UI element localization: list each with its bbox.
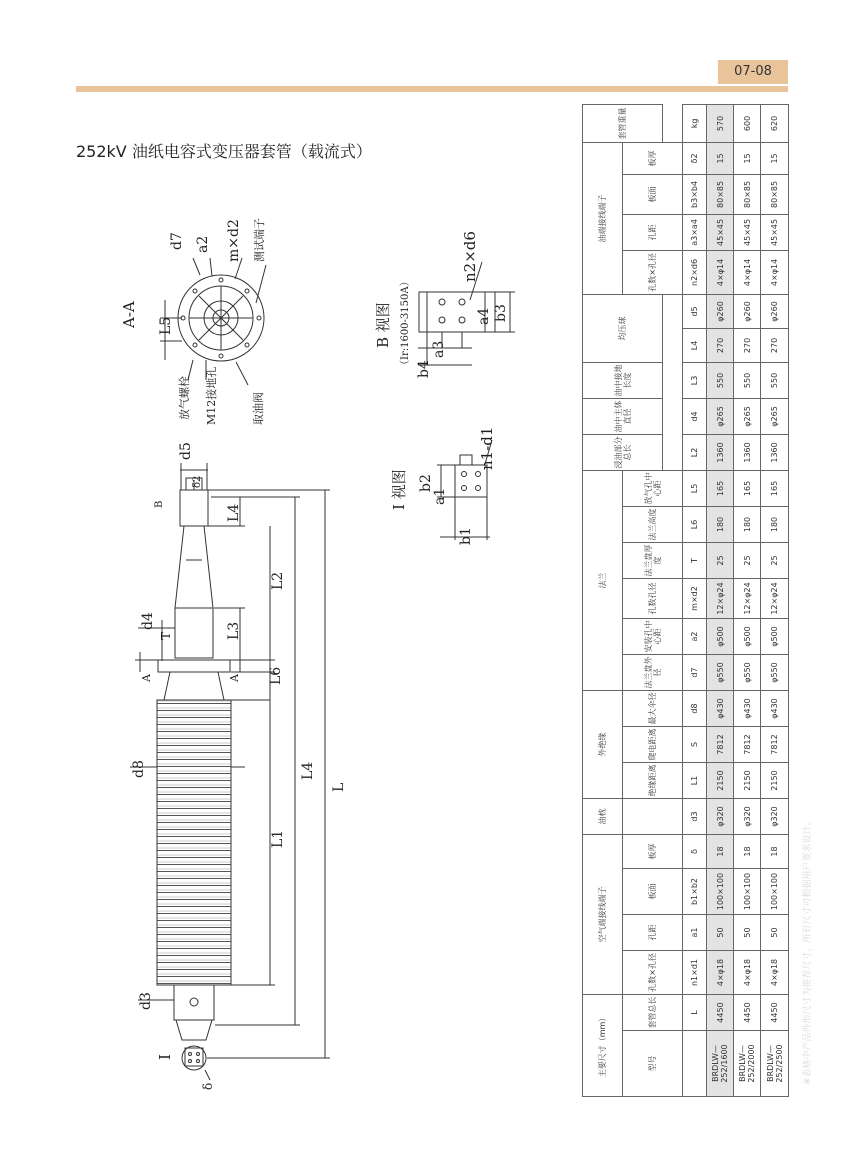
label-a-right: A <box>228 674 241 682</box>
table-cell: φ430 <box>707 691 734 727</box>
header-oil-ground-length: 油中接地长度 <box>583 362 663 398</box>
symbol-kg: kg <box>683 104 707 142</box>
table-cell: 25 <box>734 543 761 579</box>
table-cell: φ430 <box>761 691 789 727</box>
label-d3: d3 <box>138 992 154 1010</box>
label-a3: a3 <box>431 340 447 358</box>
table-cell: 4×φ18 <box>734 951 761 995</box>
symbol-l6: L6 <box>683 507 707 543</box>
table-row-model: BRDLW—252/2500 <box>761 1031 789 1097</box>
header-oil-immersed-length: 浸油部分总长 <box>583 434 663 470</box>
table-cell: 180 <box>761 507 789 543</box>
spec-table <box>582 104 789 1097</box>
table-cell: 4×φ18 <box>707 951 734 995</box>
table-cell: 4450 <box>734 995 761 1031</box>
table-cell: 4×φ14 <box>761 250 789 294</box>
label-d4: d4 <box>140 612 156 630</box>
header-plate-thickness: 板厚 <box>623 835 683 869</box>
table-cell: 1360 <box>707 434 734 470</box>
symbol-n2-d6: n2×d6 <box>683 250 707 294</box>
label-l5: L5 <box>158 316 174 335</box>
header-oil-hole-pitch: 孔距 <box>623 214 683 250</box>
symbol-n1-d1: n1×d1 <box>683 951 707 995</box>
table-cell: 15 <box>761 142 789 174</box>
table-cell: 45×45 <box>734 214 761 250</box>
label-l2: L2 <box>270 571 286 590</box>
label-b3: b3 <box>493 304 509 322</box>
table-cell: 15 <box>707 142 734 174</box>
label-d7: d7 <box>169 232 185 250</box>
table-cell: φ265 <box>734 398 761 434</box>
table-cell: 165 <box>707 470 734 506</box>
header-oil-plate-thickness: 板厚 <box>623 142 683 174</box>
label-oil-valve: 取油阀 <box>252 392 265 425</box>
table-cell: 25 <box>761 543 789 579</box>
table-cell: φ320 <box>734 799 761 835</box>
table-cell: 50 <box>761 915 789 951</box>
header-oil-pillow: 油枕 <box>583 799 623 835</box>
label-a1: a1 <box>432 487 448 505</box>
table-cell: 4450 <box>761 995 789 1031</box>
symbol-b3-b4: b3×b4 <box>683 174 707 214</box>
table-cell: 7812 <box>734 727 761 763</box>
footnote: ※表格中产品外形尺寸为推荐尺寸，所有尺寸可根据用户要求设计。 <box>803 816 813 1085</box>
label-test-terminal: 测试端子 <box>253 218 266 262</box>
header-max-shed-dia: 最大伞径 <box>623 691 683 727</box>
header-mounting-pcd: 安装孔中心距 <box>623 619 683 655</box>
header-flange-outer-dia: 法兰盘外径 <box>623 655 683 691</box>
table-cell: 12×φ24 <box>707 579 734 619</box>
header-flange: 法兰 <box>583 470 623 690</box>
symbol-d7: d7 <box>683 655 707 691</box>
symbol-s: S <box>683 727 707 763</box>
label-b4: b4 <box>416 360 432 378</box>
symbol-a3-a4: a3×a4 <box>683 214 707 250</box>
page-title: 252kV 油纸电容式变压器套管（载流式） <box>76 142 372 161</box>
table-cell: 18 <box>734 835 761 869</box>
header-hole-count-dia: 孔数×孔径 <box>623 951 683 995</box>
table-cell: 50 <box>707 915 734 951</box>
symbol-b1-b2: b1×b2 <box>683 869 707 915</box>
table-cell: 100×100 <box>761 869 789 915</box>
label-l3: L3 <box>226 621 242 640</box>
table-cell: 180 <box>734 507 761 543</box>
label-view-b-current: （Ir:1600-3150A） <box>400 276 411 370</box>
symbol-l5: L5 <box>683 470 707 506</box>
symbol-l: L <box>683 995 707 1031</box>
symbol-l4: L4 <box>683 328 707 362</box>
table-cell: 100×100 <box>707 869 734 915</box>
symbol-l1: L1 <box>683 763 707 799</box>
header-plate: 板面 <box>623 869 683 915</box>
label-n2-d6: n2×d6 <box>461 231 479 282</box>
table-cell: 550 <box>761 362 789 398</box>
table-cell: 25 <box>707 543 734 579</box>
table-cell: 4450 <box>707 995 734 1031</box>
header-flange-holes: 孔数孔径 <box>623 579 683 619</box>
table-cell: 50 <box>734 915 761 951</box>
label-l4-top: L4 <box>226 503 242 522</box>
label-m12-ground: M12接地孔 <box>205 366 218 425</box>
label-i: I <box>156 1054 174 1060</box>
table-row-model: BRDLW—252/1600 <box>707 1031 734 1097</box>
table-cell: φ320 <box>707 799 734 835</box>
header-oil-terminal: 油端接线端子 <box>583 142 623 294</box>
table-cell: φ550 <box>707 655 734 691</box>
label-vent-bolt: 放气螺栓 <box>178 376 191 420</box>
label-l1: L1 <box>270 829 286 848</box>
header-oil-main-dia: 油中主体直径 <box>583 398 663 434</box>
table-cell: 270 <box>761 328 789 362</box>
header-grading-ball: 均压球 <box>583 294 663 362</box>
table-cell: 1360 <box>761 434 789 470</box>
header-hole-pitch: 孔距 <box>623 915 683 951</box>
header-main-dimensions: 主要尺寸（mm） <box>583 995 623 1097</box>
table-cell: 4×φ14 <box>707 250 734 294</box>
table-cell: 12×φ24 <box>761 579 789 619</box>
symbol-d5: d5 <box>683 294 707 328</box>
label-t: T <box>159 631 173 640</box>
symbol-t: T <box>683 543 707 579</box>
table-cell: 550 <box>707 362 734 398</box>
table-cell: 570 <box>707 104 734 142</box>
symbol-d8: d8 <box>683 691 707 727</box>
symbol-delta2: δ2 <box>683 142 707 174</box>
label-b2: b2 <box>418 474 434 492</box>
table-cell: φ260 <box>734 294 761 328</box>
header-flange-thickness: 法兰盘厚度 <box>623 543 683 579</box>
label-n1-d1: n1-d1 <box>478 426 496 470</box>
table-cell: 620 <box>761 104 789 142</box>
table-cell: 180 <box>707 507 734 543</box>
header-oil-plate: 板面 <box>623 174 683 214</box>
table-cell: φ500 <box>734 619 761 655</box>
table-cell: 600 <box>734 104 761 142</box>
table-cell: φ550 <box>761 655 789 691</box>
header-model: 型号 <box>623 1031 683 1097</box>
table-cell: 2150 <box>734 763 761 799</box>
header-total-length: 套管总长 <box>623 995 683 1031</box>
label-delta: δ <box>201 1082 215 1090</box>
header-insulation-distance: 绝缘距离 <box>623 763 683 799</box>
table-cell: 45×45 <box>707 214 734 250</box>
label-m-d2: m×d2 <box>226 219 242 262</box>
table-cell: 4×φ14 <box>734 250 761 294</box>
table-cell: φ265 <box>707 398 734 434</box>
header-vent-pcd: 放气孔中心距 <box>623 470 683 506</box>
table-cell: 18 <box>707 835 734 869</box>
table-cell: φ320 <box>761 799 789 835</box>
label-d5: d5 <box>178 442 194 460</box>
table-row-model: BRDLW—252/2000 <box>734 1031 761 1097</box>
symbol-delta: δ <box>683 835 707 869</box>
label-view-i: I 视图 <box>390 469 408 510</box>
header-weight: 套管重量 <box>583 104 663 142</box>
spec-table-rotated <box>582 107 788 1097</box>
table-cell: 2150 <box>761 763 789 799</box>
table-cell: φ260 <box>761 294 789 328</box>
table-cell: φ430 <box>734 691 761 727</box>
table-cell: 1360 <box>734 434 761 470</box>
table-cell: 12×φ24 <box>734 579 761 619</box>
table-cell: φ500 <box>707 619 734 655</box>
table-cell: φ260 <box>707 294 734 328</box>
symbol-l3: L3 <box>683 362 707 398</box>
symbol-d3: d3 <box>683 799 707 835</box>
header-creepage: 爬电距离 <box>623 727 683 763</box>
table-cell: 80×85 <box>734 174 761 214</box>
table-cell: 100×100 <box>734 869 761 915</box>
label-delta2: δ2 <box>192 475 203 488</box>
symbol-d4: d4 <box>683 398 707 434</box>
header-oil-hole-count-dia: 孔数×孔径 <box>623 250 683 294</box>
label-d8: d8 <box>131 760 147 778</box>
table-cell: 2150 <box>707 763 734 799</box>
label-b1: b1 <box>458 527 474 545</box>
table-cell: 165 <box>734 470 761 506</box>
symbol-a2: a2 <box>683 619 707 655</box>
label-a-left: A <box>140 674 153 682</box>
table-cell: 80×85 <box>707 174 734 214</box>
symbol-m-d2: m×d2 <box>683 579 707 619</box>
label-section-aa: A-A <box>120 301 138 328</box>
header-external-insulation: 外绝缘 <box>583 691 623 799</box>
table-cell: 550 <box>734 362 761 398</box>
label-a2: a2 <box>195 235 211 253</box>
table-cell: φ550 <box>734 655 761 691</box>
table-cell: 15 <box>734 142 761 174</box>
label-view-b: B 视图 <box>374 302 392 348</box>
symbol-a1: a1 <box>683 915 707 951</box>
table-cell: 18 <box>761 835 789 869</box>
page-number: 07-08 <box>718 60 788 84</box>
label-l4: L4 <box>300 761 316 780</box>
table-cell: 270 <box>707 328 734 362</box>
label-b: B <box>154 500 165 508</box>
table-cell: 80×85 <box>761 174 789 214</box>
table-cell: 7812 <box>707 727 734 763</box>
table-cell: 45×45 <box>761 214 789 250</box>
label-l: L <box>331 782 347 792</box>
symbol-l2: L2 <box>683 434 707 470</box>
label-l6: L6 <box>268 666 284 685</box>
table-cell: 4×φ18 <box>761 951 789 995</box>
header-air-terminal: 空气端接线端子 <box>583 835 623 995</box>
table-cell: φ265 <box>761 398 789 434</box>
table-cell: 165 <box>761 470 789 506</box>
table-cell: 7812 <box>761 727 789 763</box>
table-cell: φ500 <box>761 619 789 655</box>
header-flange-height: 法兰高度 <box>623 507 683 543</box>
label-a4: a4 <box>476 307 492 325</box>
table-cell: 270 <box>734 328 761 362</box>
